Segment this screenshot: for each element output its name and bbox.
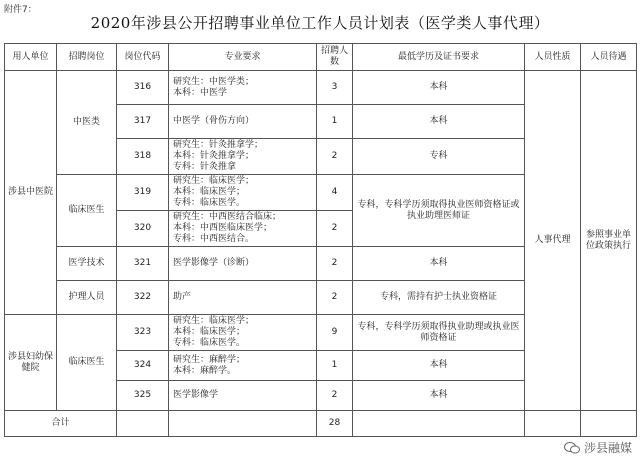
post-cell: 中医类 xyxy=(57,71,117,175)
table-row xyxy=(5,71,637,105)
major-cell xyxy=(169,139,317,175)
major-cell xyxy=(169,71,317,105)
empty-cell xyxy=(117,411,169,437)
major-cell xyxy=(169,211,317,247)
major-line: 研究生：临床医学； xyxy=(173,316,255,326)
major-line: 专科：针灸推拿 xyxy=(173,162,237,172)
major-line: 专科：中西医结合。 xyxy=(173,234,255,244)
major-cell xyxy=(169,175,317,211)
count-cell: 2 xyxy=(317,139,353,175)
edu-cell: 本科 xyxy=(353,351,525,381)
treatment-cell: 参照事业单位政策执行 xyxy=(581,71,637,411)
empty-cell xyxy=(353,411,525,437)
major-line: 本科：中西医临床医学； xyxy=(173,223,273,233)
count-cell: 2 xyxy=(317,247,353,281)
header-edu: 最低学历及证书要求 xyxy=(353,44,525,71)
major-line: 医学影像学（诊断） xyxy=(173,258,255,268)
edu-cell: 本科 xyxy=(353,71,525,105)
edu-cell: 专科 xyxy=(353,139,525,175)
page-title: 2020年涉县公开招聘事业单位工作人员计划表（医学类人事代理） xyxy=(90,14,550,32)
code-cell: 320 xyxy=(117,211,169,247)
major-line: 中医学（骨伤方向） xyxy=(173,116,255,126)
major-line: 助产 xyxy=(173,292,192,302)
major-cell xyxy=(169,315,317,351)
code-cell: 324 xyxy=(117,351,169,381)
major-cell xyxy=(169,247,317,281)
watermark-text: 涉县融媒 xyxy=(583,441,632,455)
post-cell: 临床医生 xyxy=(57,175,117,247)
total-label: 合计 xyxy=(5,411,117,437)
code-cell: 317 xyxy=(117,105,169,139)
count-cell: 9 xyxy=(317,315,353,351)
watermark xyxy=(564,439,632,456)
edu-cell: 专科，专科学历须取得执业助理或执业医师资格证 xyxy=(353,315,525,351)
annex-label: 附件7： xyxy=(4,5,37,15)
unit-cell: 涉县中医院 xyxy=(5,71,57,315)
major-line: 本科：中医学 xyxy=(173,87,228,98)
edu-cell: 本科 xyxy=(353,381,525,411)
code-cell: 323 xyxy=(117,315,169,351)
major-line: 研究生：针灸推拿学； xyxy=(173,140,264,150)
count-cell: 1 xyxy=(317,351,353,381)
empty-cell xyxy=(169,411,317,437)
code-cell: 325 xyxy=(117,381,169,411)
code-cell: 319 xyxy=(117,175,169,211)
total-count: 28 xyxy=(317,411,353,437)
major-line: 专科：临床医学。 xyxy=(173,338,246,348)
header-count: 招聘人数 xyxy=(317,44,353,71)
header-major: 专业要求 xyxy=(169,44,317,71)
major-cell xyxy=(169,351,317,381)
count-cell: 2 xyxy=(317,281,353,315)
post-cell: 临床医生 xyxy=(57,315,117,411)
empty-cell xyxy=(581,411,637,437)
empty-cell xyxy=(525,411,581,437)
total-row xyxy=(5,411,637,437)
major-cell xyxy=(169,105,317,139)
header-row xyxy=(5,44,637,71)
major-line: 专科：临床医学。 xyxy=(173,198,246,208)
wechat-icon xyxy=(564,442,580,454)
count-cell: 2 xyxy=(317,381,353,411)
major-line: 研究生：麻醉学； xyxy=(173,354,246,365)
unit-cell: 涉县妇幼保健院 xyxy=(5,315,57,411)
recruitment-plan-table xyxy=(4,43,637,437)
header-code: 岗位代码 xyxy=(117,44,169,71)
code-cell: 321 xyxy=(117,247,169,281)
code-cell: 322 xyxy=(117,281,169,315)
post-cell: 护理人员 xyxy=(57,281,117,315)
edu-cell: 本科 xyxy=(353,105,525,139)
count-cell: 2 xyxy=(317,211,353,247)
edu-cell: 专科，专科学历须取得执业医师资格证或执业助理医师证 xyxy=(353,175,525,247)
major-line: 本科：临床医学； xyxy=(173,327,246,337)
header-unit: 用人单位 xyxy=(5,44,57,71)
post-cell: 医学技术 xyxy=(57,247,117,281)
count-cell: 1 xyxy=(317,105,353,139)
edu-cell: 本科 xyxy=(353,247,525,281)
major-line: 研究生：中西医结合临床； xyxy=(173,212,282,222)
major-line: 本科：麻醉学。 xyxy=(173,365,237,376)
major-line: 研究生：中医学类； xyxy=(173,76,255,87)
major-cell xyxy=(169,381,317,411)
major-line: 医学影像学 xyxy=(173,390,219,400)
major-line: 研究生：临床医学； xyxy=(173,176,255,186)
header-post: 招聘岗位 xyxy=(57,44,117,71)
header-treatment: 人员待遇 xyxy=(581,44,637,71)
nature-cell: 人事代理 xyxy=(525,71,581,411)
major-cell xyxy=(169,281,317,315)
major-line: 本科：针灸推拿学； xyxy=(173,151,255,161)
code-cell: 318 xyxy=(117,139,169,175)
count-cell: 4 xyxy=(317,175,353,211)
header-nature: 人员性质 xyxy=(525,44,581,71)
code-cell: 316 xyxy=(117,71,169,105)
major-line: 本科：临床医学； xyxy=(173,187,246,197)
edu-cell: 专科，需持有护士执业资格证 xyxy=(353,281,525,315)
count-cell: 3 xyxy=(317,71,353,105)
